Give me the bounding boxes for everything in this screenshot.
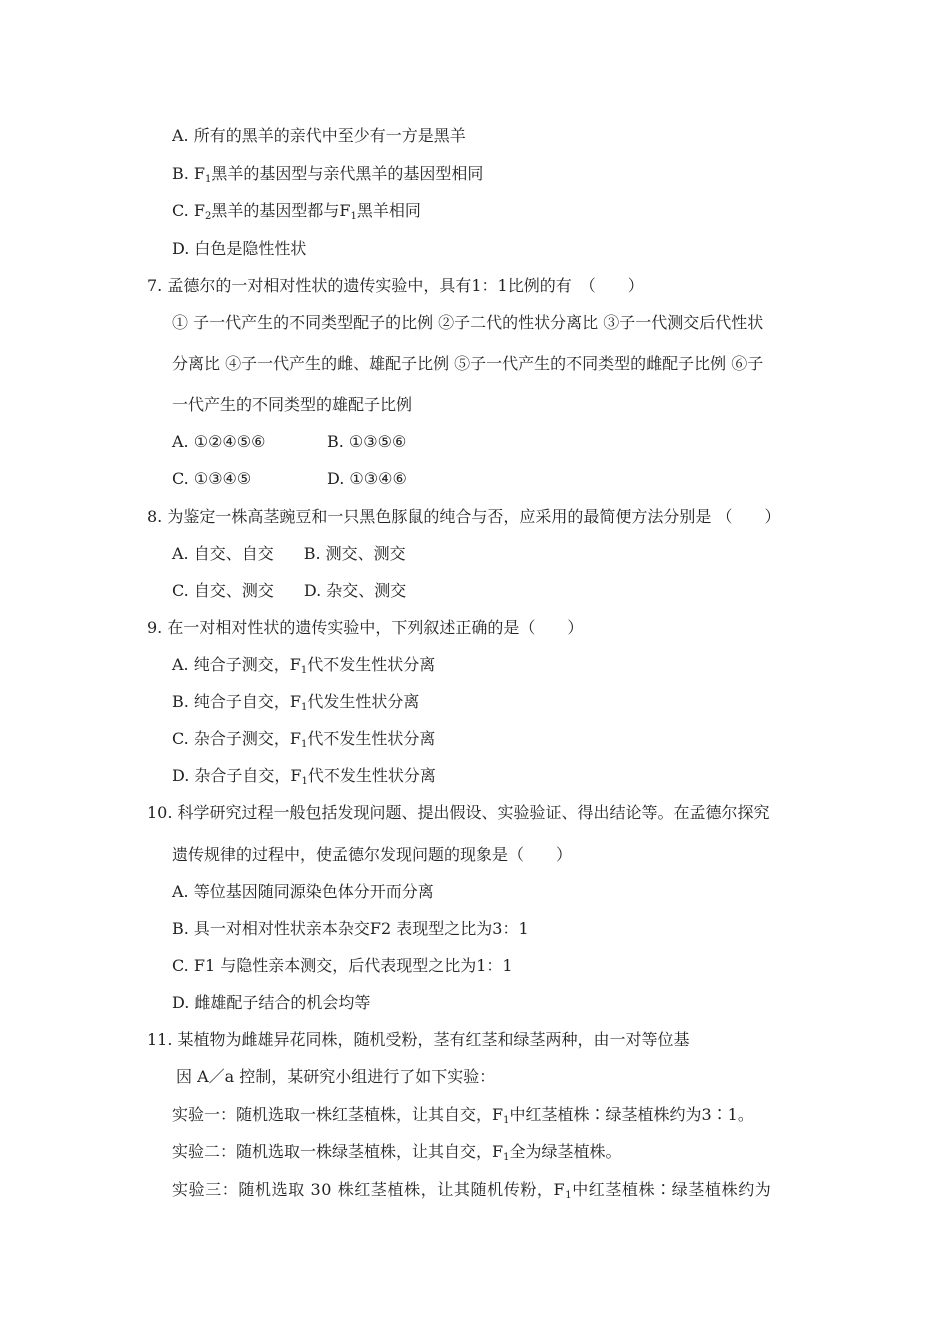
q6-b-text: 黑羊的基因型与亲代黑羊的基因型相同 — [211, 164, 484, 183]
q9-a-prefix: A. 纯合子测交，F — [172, 655, 301, 674]
q7-item-line-2: 分离比 ④子一代产生的雌、雄配子比例 ⑤子一代产生的不同类型的雌配子比例 ⑥子 — [172, 354, 764, 373]
q6-c-mid: 黑羊的基因型都与F — [211, 201, 351, 220]
q9-d-prefix: D. 杂合子自交，F — [172, 766, 302, 785]
q6-option-d: D. 白色是隐性性状 — [172, 239, 307, 258]
q7-option-a: A. ①②④⑤⑥ — [172, 432, 266, 451]
q10-option-a: A. 等位基因随同源染色体分开而分离 — [172, 882, 434, 901]
q7-item-line-3: 一代产生的不同类型的雄配子比例 — [172, 395, 413, 414]
q6-option-b — [172, 164, 483, 187]
q11-experiment-3 — [172, 1180, 771, 1203]
q8-option-a: A. 自交、自交 — [172, 544, 274, 563]
q9-b-text: 代发生性状分离 — [307, 692, 420, 711]
subscript: 1 — [565, 1190, 573, 1201]
q11-exp2-prefix: 实验二：随机选取一株绿茎植株，让其自交，F — [172, 1142, 504, 1161]
q11-experiment-1 — [172, 1105, 754, 1128]
q11-exp3-prefix: 实验三：随机选取 30 株红茎植株，让其随机传粉，F — [172, 1180, 566, 1199]
q11-experiment-2 — [172, 1142, 622, 1165]
q8-options-row-1 — [172, 544, 406, 564]
q10-option-d: D. 雌雄配子结合的机会均等 — [172, 993, 371, 1012]
q6-b-prefix: B. F — [172, 164, 206, 183]
q8-stem: 8. 为鉴定一株高茎豌豆和一只黑色豚鼠的纯合与否，应采用的最简便方法分别是 （ ） — [147, 507, 781, 526]
q9-option-b — [172, 692, 419, 715]
q7-item-line-1: ① 子一代产生的不同类型配子的比例 ②子二代的性状分离比 ③子一代测交后代性状 — [172, 313, 764, 332]
q7-stem: 7. 孟德尔的一对相对性状的遗传实验中，具有1：1比例的有 （ ） — [147, 276, 644, 295]
subscript: 1 — [301, 776, 308, 787]
q6-option-a: A. 所有的黑羊的亲代中至少有一方是黑羊 — [172, 126, 466, 145]
q9-option-c — [172, 729, 435, 752]
q8-option-b: B. 测交、测交 — [303, 544, 406, 563]
q9-stem: 9. 在一对相对性状的遗传实验中，下列叙述正确的是（ ） — [147, 618, 584, 637]
q6-c-text: 黑羊相同 — [356, 201, 421, 220]
q9-c-text: 代不发生性状分离 — [307, 729, 436, 748]
q9-c-prefix: C. 杂合子测交，F — [172, 729, 301, 748]
q11-exp1-text: 中红茎植株∶绿茎植株约为3∶1。 — [509, 1105, 754, 1124]
q11-exp2-text: 全为绿茎植株。 — [509, 1142, 622, 1161]
q9-a-text: 代不发生性状分离 — [307, 655, 436, 674]
q8-options-row-2 — [172, 581, 406, 601]
q9-b-prefix: B. 纯合子自交，F — [172, 692, 302, 711]
subscript: 1 — [300, 665, 308, 676]
q11-exp1-prefix: 实验一：随机选取一株红茎植株，让其自交，F — [172, 1105, 504, 1124]
q7-option-d: D. ①③④⑥ — [327, 469, 407, 488]
q10-option-c: C. F1 与隐性亲本测交，后代表现型之比为1：1 — [172, 956, 513, 975]
subscript: 1 — [503, 1152, 510, 1163]
q11-exp3-text: 中红茎植株∶绿茎植株约为 — [572, 1180, 772, 1199]
subscript: 1 — [300, 739, 308, 750]
q7-option-c: C. ①③④⑤ — [172, 469, 252, 488]
q7-option-b: B. ①③⑤⑥ — [327, 432, 407, 451]
q10-option-b: B. 具一对相对性状亲本杂交F2 表现型之比为3：1 — [172, 919, 529, 938]
subscript: 2 — [204, 211, 212, 222]
q11-stem-line-2: 因 A／a 控制，某研究小组进行了如下实验： — [176, 1067, 496, 1086]
subscript: 1 — [503, 1115, 510, 1126]
q8-option-d: D. 杂交、测交 — [303, 581, 407, 600]
q6-option-c — [172, 201, 421, 224]
subscript: 1 — [205, 174, 212, 185]
q9-option-d — [172, 766, 436, 789]
q9-option-a — [172, 655, 435, 678]
q9-d-text: 代不发生性状分离 — [307, 766, 436, 785]
q8-option-c: C. 自交、测交 — [172, 581, 274, 600]
q10-stem-line-2: 遗传规律的过程中，使孟德尔发现问题的现象是（ ） — [172, 845, 573, 864]
subscript: 1 — [301, 702, 308, 713]
q6-c-prefix: C. F — [172, 201, 205, 220]
q11-stem-line-1: 11. 某植物为雌雄异花同株，随机受粉，茎有红茎和绿茎两种，由一对等位基 — [147, 1030, 690, 1049]
q10-stem-line-1: 10. 科学研究过程一般包括发现问题、提出假设、实验验证、得出结论等。在孟德尔探究 — [147, 803, 770, 822]
subscript: 1 — [350, 211, 357, 222]
